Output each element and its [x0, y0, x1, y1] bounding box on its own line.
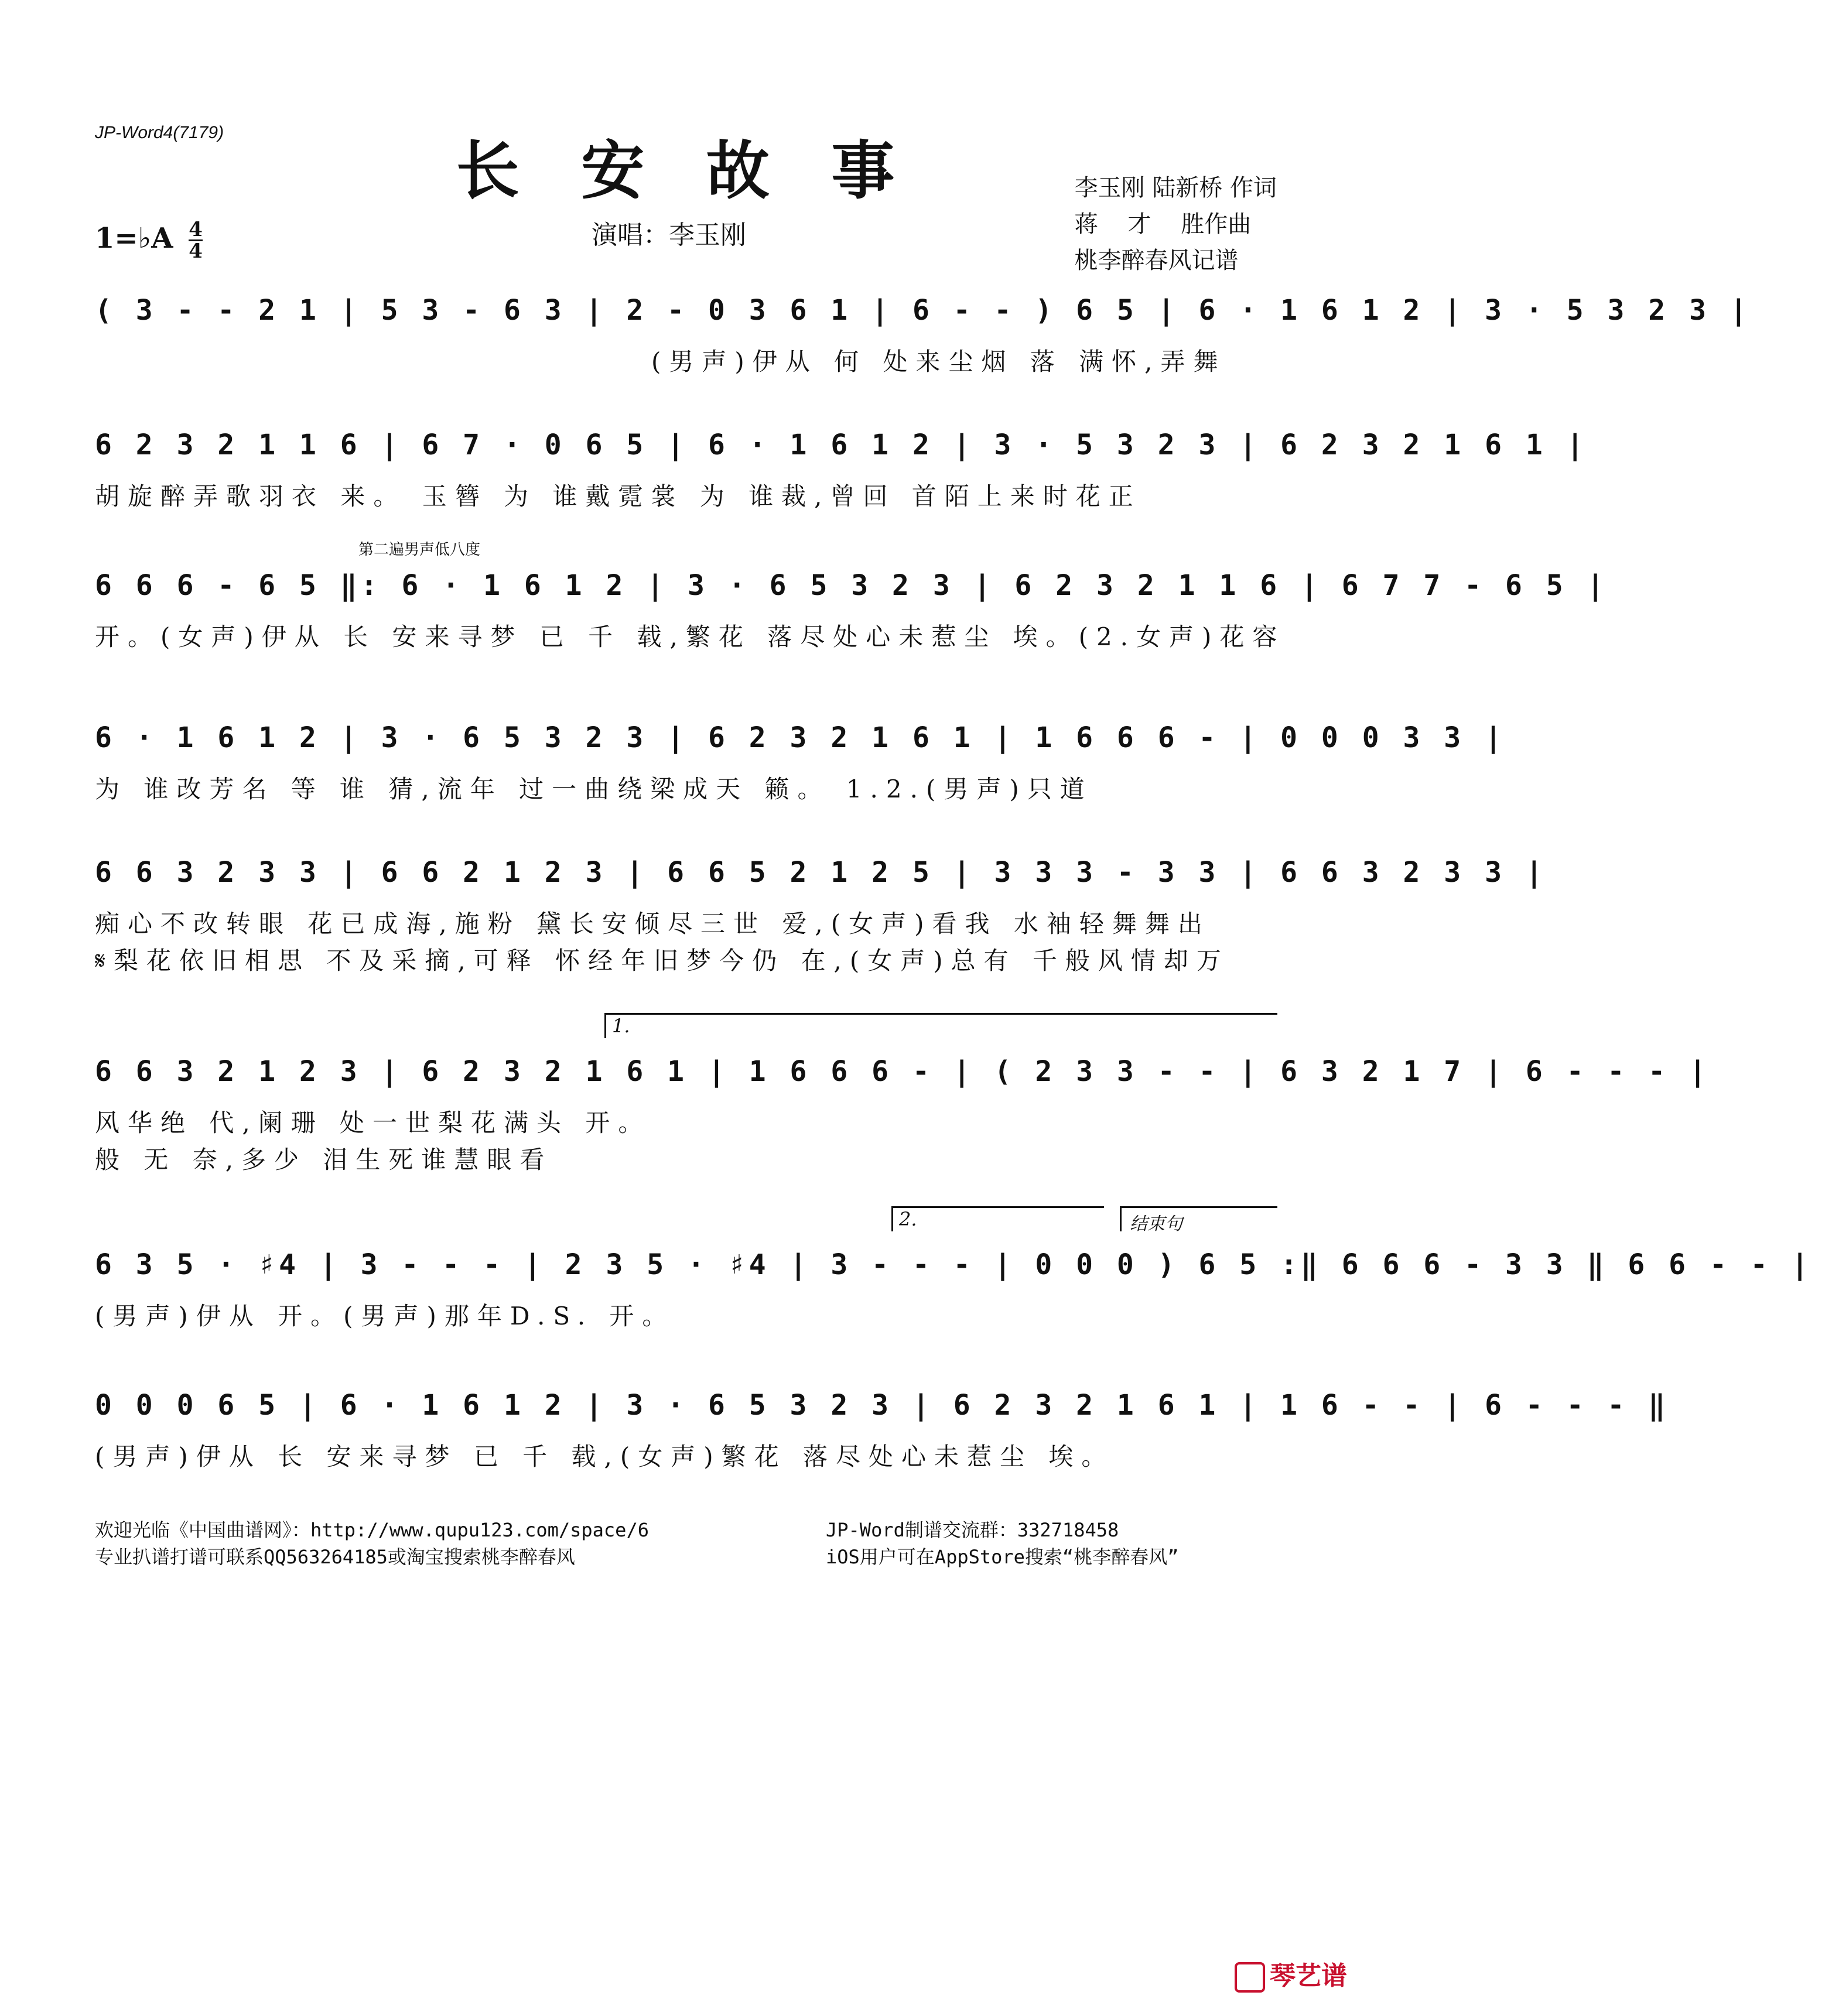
composer-credit: 蒋 才 胜作曲 [1074, 211, 1252, 238]
staff-system-7 [95, 1208, 1812, 1347]
page-title: 长 安 故 事 [456, 134, 915, 208]
footer-contact-line: 专业扒谱打谱可联系QQ563264185或淘宝搜索桃李醉春风 [95, 1546, 575, 1568]
key-signature [95, 220, 203, 261]
notes-line: 6 3 5 · ♯4 | 3 - - - | 2 3 5 · ♯4 | 3 - - - | 0 0 0 ) 6 5 :‖ 6 6 6 - 3 3 ‖ 6 6 - - | [95, 1248, 1812, 1281]
notes-line: 0 0 0 6 5 | 6 · 1 6 1 2 | 3 · 6 5 3 2 3 | 6 2 3 2 1 6 1 | 1 6 - - | 6 - - - ‖ [95, 1389, 1669, 1422]
performance-note: 第二遍男声低八度 [358, 541, 481, 559]
first-ending-bracket [604, 1013, 1277, 1038]
staff-system-2 [95, 422, 1587, 527]
software-label: JP-Word4(7179) [95, 123, 224, 142]
time-bottom: 4 [189, 239, 203, 263]
singer-credit: 演唱：李玉刚 [592, 220, 746, 250]
lyric-line-verse-1: 痴心不改转眼 花已成海,施粉 黛长安倾尽三世 爱,(女声)看我 水袖轻舞舞出 [95, 909, 1211, 938]
footer-right [826, 1517, 1178, 1570]
notes-line: 6 6 3 2 3 3 | 6 6 2 1 2 3 | 6 6 5 2 1 2 5 | 3 3 3 - 3 3 | 6 6 3 2 3 3 | [95, 856, 1546, 889]
footer-left [95, 1517, 649, 1570]
volta-label: 1. [612, 1015, 630, 1037]
staff-system-8 [95, 1382, 1669, 1487]
logo-icon [1235, 1962, 1265, 1993]
staff-system-5 [95, 849, 1546, 984]
notes-line: 6 6 6 - 6 5 ‖: 6 · 1 6 1 2 | 3 · 6 5 3 2 3 | 6 2 3 2 1 1 6 | 6 7 7 - 6 5 | [95, 569, 1608, 602]
staff-system-4 [95, 714, 1505, 820]
footer-link-line: 欢迎光临《中国曲谱网》：http://www.qupu123.com/space/6 [95, 1519, 649, 1541]
footer-group-line: JP-Word制谱交流群：332718458 [826, 1519, 1119, 1541]
lyricist-credit: 李玉刚 陆新桥 作词 [1074, 174, 1277, 201]
lyric-line: 胡旋醉弄歌羽衣 来。 玉簪 为 谁戴霓裳 为 谁裁,曾回 首陌上来时花正 [95, 482, 1141, 511]
lyric-line: 开。(女声)伊从 长 安来寻梦 已 千 载,繁花 落尽处心未惹尘 埃。(2.女声)花容 [95, 622, 1286, 651]
watermark-logo [1235, 1955, 1347, 1993]
time-signature [189, 220, 203, 261]
lyric-line-verse-1: 风华绝 代,阑珊 处一世梨花满头 开。 [95, 1108, 651, 1137]
staff-system-3 [95, 541, 1608, 668]
ending-bracket [1120, 1206, 1277, 1234]
key-label: 1=♭A [95, 222, 173, 255]
transcriber-credit: 桃李醉春风记谱 [1074, 247, 1239, 274]
lyric-line: (男声)伊从 开。(男声)那年D.S. 开。 [95, 1302, 675, 1330]
time-top: 4 [189, 218, 203, 241]
logo-text: 琴艺谱 [1270, 1961, 1347, 1990]
credits [1075, 170, 1277, 279]
lyric-line: 为 谁改芳名 等 谁 猜,流年 过一曲绕梁成天 籁。 1.2.(男声)只道 [95, 775, 1093, 803]
notes-line: 6 · 1 6 1 2 | 3 · 6 5 3 2 3 | 6 2 3 2 1 6 1 | 1 6 6 6 - | 0 0 0 3 3 | [95, 721, 1505, 754]
footer-ios-line: iOS用户可在AppStore搜索“桃李醉春风” [826, 1546, 1179, 1568]
staff-system-6 [95, 1015, 1710, 1183]
notes-line: 6 2 3 2 1 1 6 | 6 7 · 0 6 5 | 6 · 1 6 1 2 | 3 · 5 3 2 3 | 6 2 3 2 1 6 1 | [95, 429, 1587, 461]
ending-label: 结束句 [1130, 1214, 1182, 1234]
lyric-line: (男声)伊从 何 处来尘烟 落 满怀,弄舞 [651, 347, 1226, 376]
lyric-line-verse-2: 般 无 奈,多少 泪生死谁慧眼看 [95, 1145, 553, 1174]
notes-line: 6 6 3 2 1 2 3 | 6 2 3 2 1 6 1 | 1 6 6 6 - | ( 2 3 3 - - | 6 3 2 1 7 | 6 - - - | [95, 1055, 1710, 1088]
notes-line: ( 3 - - 2 1 | 5 3 - 6 3 | 2 - 0 3 6 1 | 6 - - ) 6 5 | 6 · 1 6 1 2 | 3 · 5 3 2 3 | [95, 294, 1751, 327]
second-ending-bracket [891, 1206, 1104, 1231]
volta-label: 2. [899, 1208, 917, 1230]
lyric-line-verse-2: 𝄋梨花依旧相思 不及采摘,可释 怀经年旧梦今仍 在,(女声)总有 千般风情却万 [95, 946, 1229, 975]
staff-system-1 [95, 287, 1751, 392]
lyric-line: (男声)伊从 长 安来寻梦 已 千 载,(女声)繁花 落尽处心未惹尘 埃。 [95, 1442, 1115, 1471]
